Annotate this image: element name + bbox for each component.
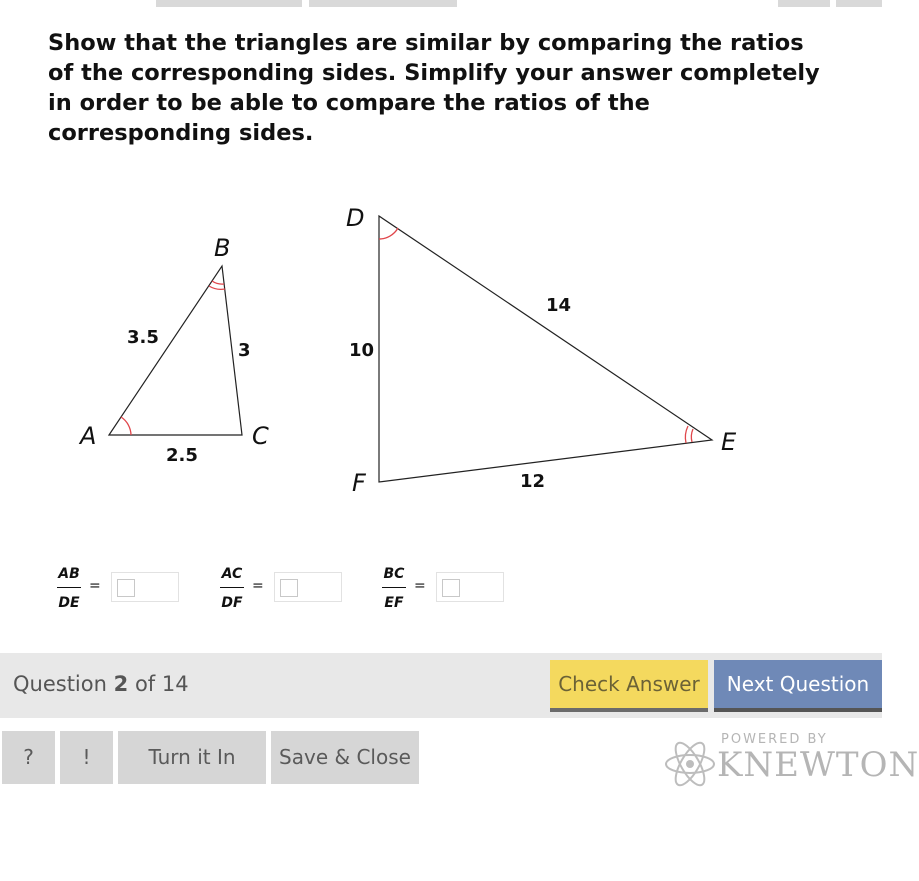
help-button[interactable]: ? bbox=[2, 731, 55, 784]
fraction-numerator: AB bbox=[58, 566, 80, 582]
ratio-row bbox=[0, 566, 560, 614]
fraction-bar bbox=[57, 587, 81, 588]
side-label-ac: 2.5 bbox=[166, 445, 198, 466]
top-tab-stub-2 bbox=[309, 0, 457, 7]
fraction-numerator: BC bbox=[383, 566, 405, 582]
angle-mark-e-inner bbox=[691, 429, 693, 442]
knewton-wordmark: KNEWTON bbox=[717, 745, 919, 785]
alert-button[interactable]: ! bbox=[60, 731, 113, 784]
vertex-label-e: E bbox=[721, 428, 737, 456]
triangle-def bbox=[379, 216, 712, 482]
question-counter bbox=[13, 672, 189, 696]
angle-mark-e-outer bbox=[685, 426, 688, 443]
side-label-de: 14 bbox=[546, 295, 572, 316]
question-total: of 14 bbox=[134, 672, 189, 696]
angle-mark-a bbox=[121, 417, 131, 435]
angle-mark-b-inner bbox=[209, 286, 225, 289]
vertex-label-b: B bbox=[214, 234, 231, 262]
fraction-denominator: DF bbox=[221, 595, 243, 611]
fraction-denominator: DE bbox=[58, 595, 80, 611]
check-answer-button[interactable]: Check Answer bbox=[550, 660, 708, 712]
status-bar bbox=[0, 653, 882, 718]
math-input-placeholder[interactable] bbox=[280, 579, 298, 597]
equals-sign: = bbox=[89, 578, 101, 594]
side-label-bc: 3 bbox=[238, 340, 251, 361]
top-tab-stub-1 bbox=[156, 0, 302, 7]
equals-sign: = bbox=[414, 578, 426, 594]
side-label-df: 10 bbox=[349, 340, 375, 361]
math-input-placeholder[interactable] bbox=[117, 579, 135, 597]
angle-mark-b-outer bbox=[212, 281, 224, 284]
triangle-figure bbox=[0, 190, 882, 510]
answer-input-ab-de[interactable] bbox=[111, 572, 179, 602]
answer-input-bc-ef[interactable] bbox=[436, 572, 504, 602]
top-tab-stub-3 bbox=[778, 0, 830, 7]
answer-input-ac-df[interactable] bbox=[274, 572, 342, 602]
side-label-ab: 3.5 bbox=[127, 327, 159, 348]
angle-mark-d bbox=[379, 228, 398, 239]
fraction-denominator: EF bbox=[384, 595, 404, 611]
fraction-bar bbox=[382, 587, 406, 588]
top-tab-stub-4 bbox=[836, 0, 882, 7]
side-label-ef: 12 bbox=[520, 471, 546, 492]
atom-logo-icon bbox=[664, 734, 720, 790]
math-input-placeholder[interactable] bbox=[442, 579, 460, 597]
vertex-label-f: F bbox=[352, 469, 366, 497]
question-label: Question bbox=[13, 672, 107, 696]
vertex-label-c: C bbox=[252, 422, 269, 450]
knewton-branding bbox=[664, 732, 919, 787]
triangle-abc bbox=[109, 266, 242, 435]
vertex-label-a: A bbox=[80, 422, 97, 450]
question-number: 2 bbox=[113, 672, 129, 696]
save-close-button[interactable]: Save & Close bbox=[271, 731, 419, 784]
question-text: Show that the triangles are similar by comparing the ratios of the corresponding sides. Simplify your answer completely in order to be able to compare the ratios of the corresponding sides. bbox=[48, 30, 820, 146]
equals-sign: = bbox=[252, 578, 264, 594]
fraction-numerator: AC bbox=[221, 566, 243, 582]
triangles-diagram bbox=[0, 190, 882, 510]
fraction-bar bbox=[220, 587, 244, 588]
vertex-label-d: D bbox=[346, 204, 365, 232]
powered-by-text: POWERED BY bbox=[721, 732, 828, 747]
turn-it-in-button[interactable]: Turn it In bbox=[118, 731, 266, 784]
next-question-button[interactable]: Next Question bbox=[714, 660, 882, 712]
